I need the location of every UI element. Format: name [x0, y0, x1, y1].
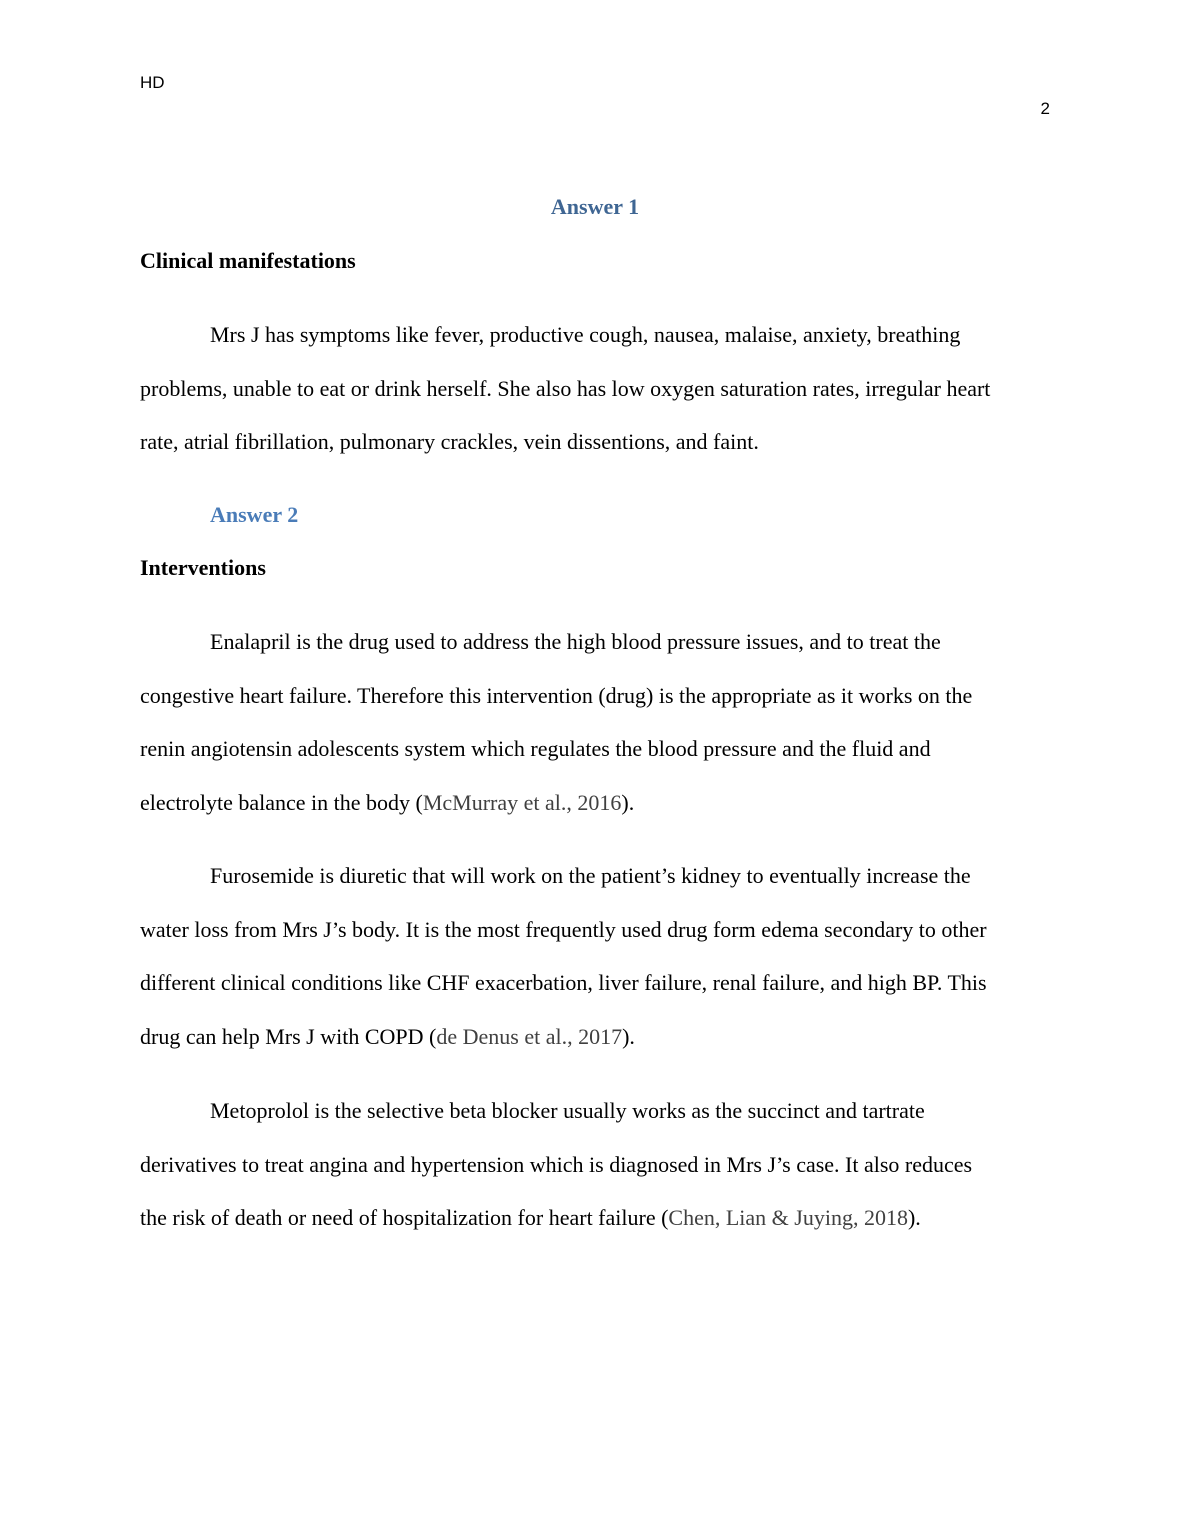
paragraph-line: different clinical conditions like CHF exacerbation, liver failure, renal failure, and high BP. This: [140, 970, 987, 996]
line-tail: ).: [907, 1205, 921, 1231]
line-text: drug can help Mrs J with COPD (: [140, 1024, 437, 1050]
citation: de Denus et al., 2017: [436, 1024, 623, 1050]
citation: McMurray et al., 2016: [422, 790, 622, 816]
paragraph-line: [140, 1010, 1050, 1064]
paragraph-line: [140, 1191, 1050, 1245]
paragraph-line: problems, unable to eat or drink herself. She also has low oxygen saturation rates, irregular heart: [140, 375, 991, 401]
paragraph-line: [140, 776, 1050, 830]
paragraph-line: Enalapril is the drug used to address the high blood pressure issues, and to treat the: [210, 629, 941, 654]
answer-2-heading: Answer 2: [210, 502, 299, 527]
citation: Chen, Lian & Juying, 2018: [668, 1205, 908, 1231]
clinical-manifestations-subheading: Clinical manifestations: [140, 248, 356, 273]
paragraph-line: Furosemide is diuretic that will work on the patient’s kidney to eventually increase the: [210, 863, 971, 888]
paragraph-line: renin angiotensin adolescents system which regulates the blood pressure and the fluid and: [140, 736, 931, 762]
paragraph-line: Mrs J has symptoms like fever, productive cough, nausea, malaise, anxiety, breathing: [210, 322, 961, 347]
metoprolol-paragraph: [140, 1084, 1050, 1245]
interventions-subheading: Interventions: [140, 555, 266, 580]
paragraph-line: rate, atrial fibrillation, pulmonary crackles, vein dissentions, and faint.: [140, 429, 759, 455]
line-text: electrolyte balance in the body (: [140, 790, 423, 816]
furosemide-paragraph: [140, 849, 1050, 1064]
paragraph-line: Metoprolol is the selective beta blocker usually works as the succinct and tartrate: [210, 1098, 925, 1123]
enalapril-paragraph: [140, 615, 1050, 830]
clinical-manifestations-paragraph: [140, 308, 1050, 469]
line-text: the risk of death or need of hospitalization for heart failure (: [140, 1205, 669, 1231]
page-number: 2: [1040, 99, 1050, 118]
line-tail: ).: [621, 790, 635, 816]
line-tail: ).: [622, 1024, 635, 1050]
paragraph-line: water loss from Mrs J’s body. It is the most frequently used drug form edema secondary to other: [140, 916, 987, 942]
paragraph-line: congestive heart failure. Therefore this intervention (drug) is the appropriate as it works on the: [140, 682, 973, 708]
paragraph-line: derivatives to treat angina and hypertension which is diagnosed in Mrs J’s case. It also reduces: [140, 1151, 973, 1177]
running-head: HD: [140, 73, 165, 92]
answer-1-heading: Answer 1: [550, 194, 640, 219]
